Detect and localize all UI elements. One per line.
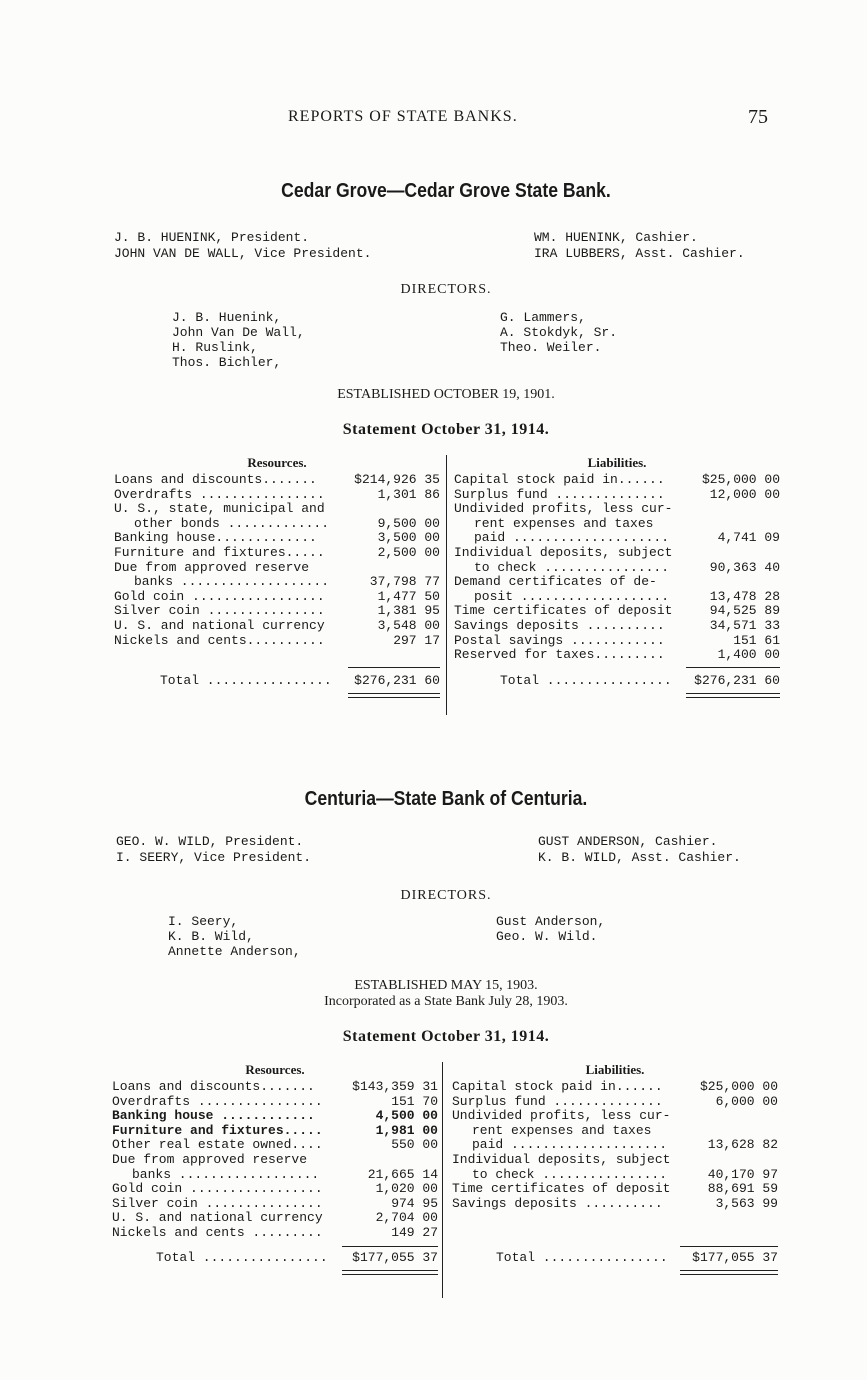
row-amount: 12,000 00 (709, 486, 780, 502)
resource-row (114, 575, 440, 590)
liabilities-column (452, 1062, 778, 1265)
row-label: Due from approved reserve (112, 1151, 308, 1167)
liability-row (452, 1153, 778, 1168)
incorporated-line: Incorporated as a State Bank July 28, 1903. (324, 994, 568, 1009)
total-double-rule (686, 693, 780, 698)
liability-row (452, 1168, 778, 1183)
subtotal-rule (342, 1246, 438, 1247)
director: H. Ruslink, (172, 340, 258, 355)
row-label: Individual deposits, subject (454, 544, 673, 560)
resources-heading: Resources. (245, 1062, 305, 1077)
running-head-title: REPORTS OF STATE BANKS. (288, 108, 518, 125)
row-amount: 974 95 (391, 1195, 438, 1211)
statement-heading: Statement October 31, 1914. (342, 421, 550, 438)
liabilities-column (454, 455, 780, 688)
row-label: to check ................ (472, 1166, 668, 1182)
row-label: Furniture and fixtures..... (112, 1122, 323, 1138)
bank-title: Centuria—State Bank of Centuria. (304, 788, 588, 810)
bank-section-centuria (110, 788, 782, 1312)
resource-row (112, 1153, 438, 1168)
director: K. B. Wild, (168, 929, 254, 944)
officer: WM. HUENINK, Cashier. (534, 230, 698, 245)
liability-row (454, 634, 780, 649)
row-label: Savings deposits .......... (454, 617, 665, 633)
established-date (110, 387, 782, 403)
resource-row (114, 634, 440, 649)
officer: JOHN VAN DE WALL, Vice President. (114, 246, 372, 261)
bank-title: Cedar Grove—Cedar Grove State Bank. (281, 180, 611, 202)
officers-right (534, 230, 745, 262)
resource-row (114, 473, 440, 488)
directors-left (172, 310, 305, 370)
row-amount: 3,563 99 (715, 1195, 778, 1211)
resource-row (114, 502, 440, 517)
total-double-rule (342, 1270, 438, 1275)
resource-row (112, 1226, 438, 1241)
liability-row (454, 590, 780, 605)
liabilities-rows (452, 1080, 778, 1211)
liability-row (452, 1124, 778, 1139)
director: A. Stokdyk, Sr. (500, 325, 618, 340)
liability-row (454, 473, 780, 488)
row-label: paid .................... (472, 1137, 668, 1153)
resources-column (114, 455, 440, 688)
liability-row (454, 575, 780, 590)
row-amount: 13,478 28 (709, 588, 780, 604)
established-date (110, 978, 782, 1010)
resource-row (114, 546, 440, 561)
total-label: Total ................ (160, 673, 332, 688)
total-label: Total ................ (500, 673, 672, 688)
row-label: paid .................... (474, 530, 670, 546)
row-label: Time certificates of deposit (454, 603, 673, 619)
liability-row (452, 1109, 778, 1124)
row-label: rent expenses and taxes (472, 1122, 652, 1138)
balance-sheet (110, 455, 782, 717)
running-head (112, 108, 782, 132)
row-amount: 1,400 00 (717, 647, 780, 663)
row-amount: 9,500 00 (377, 515, 440, 531)
page-number: 75 (748, 106, 768, 128)
row-amount: $214,926 35 (354, 472, 440, 487)
director: I. Seery, (168, 914, 239, 929)
row-amount: 34,571 33 (709, 617, 780, 633)
row-label: Capital stock paid in...... (452, 1079, 663, 1094)
row-amount: 149 27 (391, 1224, 438, 1240)
row-amount: 1,981 00 (375, 1122, 438, 1138)
row-label: Silver coin ............... (114, 603, 325, 619)
column-divider (442, 1062, 443, 1298)
resource-row (112, 1109, 438, 1124)
resource-row (114, 619, 440, 634)
row-label: Other real estate owned.... (112, 1137, 323, 1153)
resource-row (114, 590, 440, 605)
officer: J. B. HUENINK, President. (114, 230, 310, 245)
resources-column (112, 1062, 438, 1265)
row-label: U. S. and national currency (112, 1210, 323, 1226)
row-label: Postal savings ............ (454, 632, 665, 648)
bank-section-cedar-grove (110, 180, 782, 717)
row-label: Banking house ............ (112, 1108, 315, 1124)
director: Theo. Weiler. (500, 340, 602, 355)
row-amount: 4,500 00 (375, 1108, 438, 1124)
established-line: ESTABLISHED MAY 15, 1903. (354, 978, 538, 993)
row-amount: 3,548 00 (377, 617, 440, 633)
resource-row (114, 604, 440, 619)
row-amount: 1,477 50 (377, 588, 440, 604)
resource-row (114, 561, 440, 576)
resources-rows (114, 473, 440, 648)
row-label: Reserved for taxes......... (454, 647, 665, 663)
resource-row (112, 1168, 438, 1183)
row-label: Loans and discounts....... (114, 472, 317, 487)
row-label: banks ................... (134, 574, 330, 590)
row-amount: 1,301 86 (377, 486, 440, 502)
liability-row (454, 502, 780, 517)
resources-total: $276,231 60 (354, 673, 440, 688)
row-amount: $143,359 31 (352, 1079, 438, 1094)
officers (110, 230, 782, 264)
total-double-rule (348, 693, 440, 698)
row-amount: 2,500 00 (377, 544, 440, 560)
row-label: Nickels and cents.......... (114, 632, 325, 648)
row-label: posit ................... (474, 588, 670, 604)
directors-left (168, 914, 301, 959)
directors-list (110, 914, 782, 962)
resource-row (112, 1080, 438, 1095)
directors-right (496, 914, 605, 944)
row-amount: 1,020 00 (375, 1181, 438, 1197)
row-label: Due from approved reserve (114, 559, 310, 575)
row-label: Demand certificates of de- (454, 574, 657, 590)
row-label: Surplus fund .............. (454, 486, 665, 502)
row-label: Surplus fund .............. (452, 1093, 663, 1109)
director: Geo. W. Wild. (496, 929, 598, 944)
resource-row (112, 1197, 438, 1212)
resource-row (112, 1095, 438, 1110)
row-amount: 1,381 95 (377, 603, 440, 619)
row-amount: 40,170 97 (707, 1166, 778, 1182)
director: G. Lammers, (500, 310, 586, 325)
liability-row (452, 1197, 778, 1212)
row-amount: 550 00 (391, 1137, 438, 1153)
liability-row (454, 604, 780, 619)
row-amount: 21,665 14 (367, 1166, 438, 1182)
row-label: Furniture and fixtures..... (114, 544, 325, 560)
row-label: Overdrafts ................ (112, 1093, 323, 1109)
row-amount: 4,741 09 (717, 530, 780, 546)
row-label: rent expenses and taxes (474, 515, 654, 531)
row-label: Overdrafts ................ (114, 486, 325, 502)
officer: I. SEERY, Vice President. (116, 850, 312, 865)
liabilities-total: $276,231 60 (694, 673, 780, 688)
resource-row (114, 488, 440, 503)
liability-row (454, 619, 780, 634)
resources-heading: Resources. (247, 455, 307, 470)
directors-right (500, 310, 617, 355)
row-label: Time certificates of deposit (452, 1181, 671, 1197)
subtotal-rule (686, 667, 780, 668)
liability-row (452, 1080, 778, 1095)
row-label: Capital stock paid in...... (454, 472, 665, 487)
row-label: banks .................. (132, 1166, 320, 1182)
row-amount: 13,628 82 (707, 1137, 778, 1153)
row-label: Banking house............. (114, 530, 317, 546)
column-divider (446, 455, 447, 715)
directors-list (110, 310, 782, 372)
row-amount: 151 61 (733, 632, 780, 648)
liabilities-heading: Liabilities. (587, 455, 647, 470)
officers-left (116, 834, 311, 866)
row-amount: 151 70 (391, 1093, 438, 1109)
liability-row (452, 1095, 778, 1110)
officer: GEO. W. WILD, President. (116, 834, 304, 849)
liability-row (452, 1138, 778, 1153)
total-double-rule (680, 1270, 778, 1275)
established-line: ESTABLISHED OCTOBER 19, 1901. (337, 387, 555, 402)
statement-heading: Statement October 31, 1914. (342, 1028, 550, 1045)
row-label: Gold coin ................. (114, 588, 325, 604)
row-amount: 297 17 (393, 632, 440, 648)
resource-row (112, 1124, 438, 1139)
liability-row (454, 531, 780, 546)
row-amount: 3,500 00 (377, 530, 440, 546)
liability-row (454, 546, 780, 561)
director: Gust Anderson, (496, 914, 606, 929)
officers (110, 834, 782, 868)
liability-row (454, 561, 780, 576)
row-label: Gold coin ................. (112, 1181, 323, 1197)
liabilities-total: $177,055 37 (692, 1250, 778, 1265)
row-label: Loans and discounts....... (112, 1079, 315, 1094)
liability-row (454, 517, 780, 532)
resource-row (112, 1138, 438, 1153)
officer: K. B. WILD, Asst. Cashier. (538, 850, 741, 865)
row-label: Savings deposits .......... (452, 1195, 663, 1211)
liability-row (452, 1182, 778, 1197)
row-amount: 90,363 40 (709, 559, 780, 575)
total-label: Total ................ (156, 1250, 328, 1265)
row-amount: 88,691 59 (707, 1181, 778, 1197)
row-label: Undivided profits, less cur- (452, 1108, 671, 1124)
director: Annette Anderson, (168, 944, 301, 959)
officers-left (114, 230, 371, 262)
row-label: to check ................ (474, 559, 670, 575)
row-amount: $25,000 00 (699, 1079, 778, 1094)
resource-row (114, 531, 440, 546)
resource-row (112, 1211, 438, 1226)
total-label: Total ................ (496, 1250, 668, 1265)
row-label: U. S., state, municipal and (114, 501, 325, 517)
directors-heading: DIRECTORS. (400, 282, 492, 297)
row-amount: $25,000 00 (701, 472, 780, 487)
row-label: U. S. and national currency (114, 617, 325, 633)
officer: IRA LUBBERS, Asst. Cashier. (534, 246, 745, 261)
director: Thos. Bichler, (172, 355, 282, 370)
row-label: Silver coin ............... (112, 1195, 323, 1211)
director: John Van De Wall, (172, 325, 305, 340)
row-amount: 94,525 89 (709, 603, 780, 619)
resource-row (112, 1182, 438, 1197)
director: J. B. Huenink, (172, 310, 282, 325)
liability-row (454, 648, 780, 663)
subtotal-rule (348, 667, 440, 668)
row-amount: 6,000 00 (715, 1093, 778, 1109)
officer: GUST ANDERSON, Cashier. (538, 834, 718, 849)
row-label: Individual deposits, subject (452, 1151, 671, 1167)
liabilities-heading: Liabilities. (585, 1062, 645, 1077)
row-amount: 37,798 77 (369, 574, 440, 590)
row-label: Undivided profits, less cur- (454, 501, 673, 517)
row-amount: 2,704 00 (375, 1210, 438, 1226)
row-label: other bonds ............. (134, 515, 330, 531)
liabilities-rows (454, 473, 780, 663)
officers-right (538, 834, 741, 866)
balance-sheet (110, 1062, 782, 1312)
subtotal-rule (680, 1246, 778, 1247)
resources-total: $177,055 37 (352, 1250, 438, 1265)
resource-row (114, 517, 440, 532)
row-label: Nickels and cents ......... (112, 1224, 323, 1240)
resources-rows (112, 1080, 438, 1241)
liability-row (454, 488, 780, 503)
directors-heading: DIRECTORS. (400, 888, 492, 903)
